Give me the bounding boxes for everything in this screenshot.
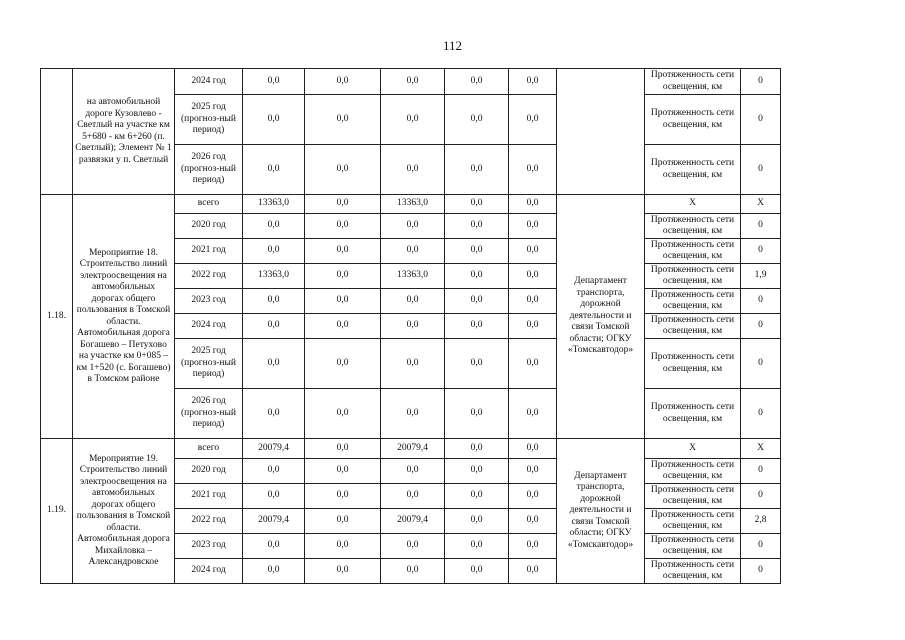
funding-value-cell: 0,0 bbox=[445, 289, 509, 314]
indicator-cell: Протяженность сети освещения, км bbox=[645, 339, 741, 389]
funding-value-cell: 0,0 bbox=[305, 214, 381, 239]
funding-value-cell: 0,0 bbox=[243, 95, 305, 145]
funding-value-cell: 0,0 bbox=[381, 339, 445, 389]
funding-value-cell: 0,0 bbox=[445, 484, 509, 509]
funding-value-cell: 0,0 bbox=[381, 314, 445, 339]
target-value-cell: 2,8 bbox=[741, 509, 781, 534]
indicator-cell: Протяженность сети освещения, км bbox=[645, 534, 741, 559]
measure-description: Мероприятие 19. Строительство линий электроосвещения на автомобильных дорогах общего пользования в Томской области. Автомобильная дорога Михайловка – Александровское bbox=[73, 439, 175, 584]
funding-value-cell: 0,0 bbox=[243, 389, 305, 439]
funding-value-cell: 0,0 bbox=[445, 389, 509, 439]
measure-description: Мероприятие 18. Строительство линий электроосвещения на автомобильных дорогах общего пользования в Томской области. Автомобильная дорога Богашево – Петухово на участке км 0+085 – км 1+520 (с. Богашево) в Томском районе bbox=[73, 195, 175, 439]
funding-value-cell: 0,0 bbox=[305, 195, 381, 214]
page-number: 112 bbox=[442, 38, 463, 53]
executor-cell: Департамент транспорта, дорожной деятельности и связи Томской области; ОГКУ «Томскавтодор» bbox=[557, 439, 645, 584]
funding-value-cell: 0,0 bbox=[381, 239, 445, 264]
funding-value-cell: 0,0 bbox=[445, 195, 509, 214]
year-cell: 2021 год bbox=[175, 239, 243, 264]
funding-value-cell: 0,0 bbox=[445, 314, 509, 339]
funding-value-cell: 0,0 bbox=[381, 289, 445, 314]
indicator-cell: Протяженность сети освещения, км bbox=[645, 69, 741, 95]
funding-value-cell: 0,0 bbox=[243, 145, 305, 195]
target-value-cell: 0 bbox=[741, 95, 781, 145]
funding-value-cell: 0,0 bbox=[445, 339, 509, 389]
funding-value-cell: 0,0 bbox=[243, 239, 305, 264]
funding-value-cell: 13363,0 bbox=[243, 264, 305, 289]
funding-value-cell: 0,0 bbox=[445, 459, 509, 484]
indicator-cell: Протяженность сети освещения, км bbox=[645, 484, 741, 509]
funding-value-cell: 0,0 bbox=[305, 534, 381, 559]
funding-value-cell: 0,0 bbox=[305, 145, 381, 195]
target-value-cell: 0 bbox=[741, 289, 781, 314]
table-row bbox=[41, 439, 781, 459]
funding-value-cell: 0,0 bbox=[509, 534, 557, 559]
year-cell: 2026 год (прогноз-ный период) bbox=[175, 145, 243, 195]
indicator-cell: Протяженность сети освещения, км bbox=[645, 559, 741, 584]
funding-value-cell: 0,0 bbox=[445, 509, 509, 534]
target-value-cell: 0 bbox=[741, 484, 781, 509]
year-cell: 2023 год bbox=[175, 534, 243, 559]
target-value-cell: 1,9 bbox=[741, 264, 781, 289]
target-value-cell: 0 bbox=[741, 559, 781, 584]
funding-value-cell: 20079,4 bbox=[381, 439, 445, 459]
year-cell: 2022 год bbox=[175, 264, 243, 289]
year-cell: 2024 год bbox=[175, 69, 243, 95]
funding-value-cell: 0,0 bbox=[509, 195, 557, 214]
target-value-cell: 0 bbox=[741, 339, 781, 389]
item-number bbox=[41, 69, 73, 195]
funding-value-cell: 0,0 bbox=[243, 459, 305, 484]
funding-value-cell: 0,0 bbox=[305, 559, 381, 584]
funding-value-cell: 0,0 bbox=[381, 459, 445, 484]
funding-value-cell: 0,0 bbox=[243, 69, 305, 95]
funding-value-cell: 0,0 bbox=[243, 214, 305, 239]
indicator-cell: Протяженность сети освещения, км bbox=[645, 289, 741, 314]
year-cell: 2023 год bbox=[175, 289, 243, 314]
funding-value-cell: 0,0 bbox=[305, 339, 381, 389]
funding-value-cell: 0,0 bbox=[243, 484, 305, 509]
funding-value-cell: 0,0 bbox=[509, 214, 557, 239]
funding-value-cell: 13363,0 bbox=[243, 195, 305, 214]
year-cell: 2025 год (прогноз-ный период) bbox=[175, 339, 243, 389]
funding-value-cell: 0,0 bbox=[305, 69, 381, 95]
indicator-cell: Протяженность сети освещения, км bbox=[645, 509, 741, 534]
funding-value-cell: 0,0 bbox=[445, 214, 509, 239]
funding-value-cell: 0,0 bbox=[509, 559, 557, 584]
funding-value-cell: 0,0 bbox=[381, 484, 445, 509]
executor-cell: Департамент транспорта, дорожной деятельности и связи Томской области; ОГКУ «Томскавтодор» bbox=[557, 195, 645, 439]
year-cell: 2021 год bbox=[175, 484, 243, 509]
target-value-cell: 0 bbox=[741, 145, 781, 195]
target-value-cell: Х bbox=[741, 195, 781, 214]
year-cell: всего bbox=[175, 195, 243, 214]
indicator-cell: Протяженность сети освещения, км bbox=[645, 239, 741, 264]
measure-description: на автомобильной дороге Кузовлево - Светлый на участке км 5+680 - км 6+260 (п. Светлый); Элемент № 1 развязки у п. Светлый bbox=[73, 69, 175, 195]
executor-cell bbox=[557, 69, 645, 195]
indicator-cell: Протяженность сети освещения, км bbox=[645, 459, 741, 484]
table-row bbox=[41, 69, 781, 95]
funding-value-cell: 0,0 bbox=[305, 289, 381, 314]
funding-value-cell: 0,0 bbox=[445, 264, 509, 289]
indicator-cell: Протяженность сети освещения, км bbox=[645, 264, 741, 289]
funding-value-cell: 0,0 bbox=[305, 484, 381, 509]
funding-value-cell: 0,0 bbox=[305, 264, 381, 289]
funding-value-cell: 0,0 bbox=[509, 509, 557, 534]
funding-value-cell: 0,0 bbox=[509, 239, 557, 264]
year-cell: 2022 год bbox=[175, 509, 243, 534]
funding-value-cell: 0,0 bbox=[509, 459, 557, 484]
funding-value-cell: 20079,4 bbox=[243, 509, 305, 534]
target-value-cell: 0 bbox=[741, 214, 781, 239]
funding-value-cell: 0,0 bbox=[509, 289, 557, 314]
year-cell: 2026 год (прогноз-ный период) bbox=[175, 389, 243, 439]
funding-value-cell: 0,0 bbox=[305, 509, 381, 534]
funding-value-cell: 0,0 bbox=[305, 239, 381, 264]
funding-value-cell: 0,0 bbox=[381, 534, 445, 559]
funding-value-cell: 0,0 bbox=[509, 95, 557, 145]
funding-value-cell: 0,0 bbox=[509, 339, 557, 389]
funding-value-cell: 0,0 bbox=[243, 559, 305, 584]
funding-value-cell: 20079,4 bbox=[381, 509, 445, 534]
funding-value-cell: 13363,0 bbox=[381, 264, 445, 289]
target-value-cell: 0 bbox=[741, 389, 781, 439]
funding-value-cell: 0,0 bbox=[243, 289, 305, 314]
year-cell: 2020 год bbox=[175, 459, 243, 484]
funding-value-cell: 0,0 bbox=[445, 534, 509, 559]
funding-value-cell: 0,0 bbox=[445, 95, 509, 145]
funding-value-cell: 0,0 bbox=[509, 145, 557, 195]
target-value-cell: 0 bbox=[741, 239, 781, 264]
funding-value-cell: 0,0 bbox=[305, 459, 381, 484]
funding-value-cell: 0,0 bbox=[381, 145, 445, 195]
funding-value-cell: 0,0 bbox=[509, 389, 557, 439]
funding-value-cell: 0,0 bbox=[445, 239, 509, 264]
funding-value-cell: 0,0 bbox=[509, 484, 557, 509]
indicator-cell: Х bbox=[645, 195, 741, 214]
funding-value-cell: 0,0 bbox=[305, 95, 381, 145]
funding-value-cell: 0,0 bbox=[243, 314, 305, 339]
year-cell: 2020 год bbox=[175, 214, 243, 239]
funding-value-cell: 0,0 bbox=[509, 439, 557, 459]
indicator-cell: Протяженность сети освещения, км bbox=[645, 95, 741, 145]
year-cell: 2025 год (прогноз-ный период) bbox=[175, 95, 243, 145]
funding-value-cell: 13363,0 bbox=[381, 195, 445, 214]
funding-value-cell: 0,0 bbox=[381, 69, 445, 95]
indicator-cell: Х bbox=[645, 439, 741, 459]
year-cell: 2024 год bbox=[175, 314, 243, 339]
target-value-cell: 0 bbox=[741, 314, 781, 339]
funding-value-cell: 0,0 bbox=[381, 389, 445, 439]
funding-value-cell: 0,0 bbox=[305, 314, 381, 339]
funding-value-cell: 0,0 bbox=[305, 439, 381, 459]
funding-value-cell: 0,0 bbox=[445, 559, 509, 584]
funding-value-cell: 0,0 bbox=[445, 69, 509, 95]
table-row bbox=[41, 195, 781, 214]
year-cell: 2024 год bbox=[175, 559, 243, 584]
item-number: 1.18. bbox=[41, 195, 73, 439]
indicator-cell: Протяженность сети освещения, км bbox=[645, 314, 741, 339]
funding-value-cell: 0,0 bbox=[509, 69, 557, 95]
indicator-cell: Протяженность сети освещения, км bbox=[645, 214, 741, 239]
funding-value-cell: 0,0 bbox=[381, 95, 445, 145]
target-value-cell: 0 bbox=[741, 534, 781, 559]
funding-value-cell: 0,0 bbox=[243, 534, 305, 559]
budget-table bbox=[40, 68, 781, 584]
funding-value-cell: 0,0 bbox=[509, 264, 557, 289]
target-value-cell: Х bbox=[741, 439, 781, 459]
funding-value-cell: 0,0 bbox=[243, 339, 305, 389]
funding-value-cell: 0,0 bbox=[381, 214, 445, 239]
item-number: 1.19. bbox=[41, 439, 73, 584]
indicator-cell: Протяженность сети освещения, км bbox=[645, 389, 741, 439]
funding-value-cell: 0,0 bbox=[445, 439, 509, 459]
target-value-cell: 0 bbox=[741, 459, 781, 484]
table-body bbox=[41, 69, 781, 584]
funding-value-cell: 0,0 bbox=[381, 559, 445, 584]
target-value-cell: 0 bbox=[741, 69, 781, 95]
funding-value-cell: 0,0 bbox=[509, 314, 557, 339]
funding-value-cell: 0,0 bbox=[305, 389, 381, 439]
funding-value-cell: 0,0 bbox=[445, 145, 509, 195]
funding-value-cell: 20079,4 bbox=[243, 439, 305, 459]
year-cell: всего bbox=[175, 439, 243, 459]
indicator-cell: Протяженность сети освещения, км bbox=[645, 145, 741, 195]
